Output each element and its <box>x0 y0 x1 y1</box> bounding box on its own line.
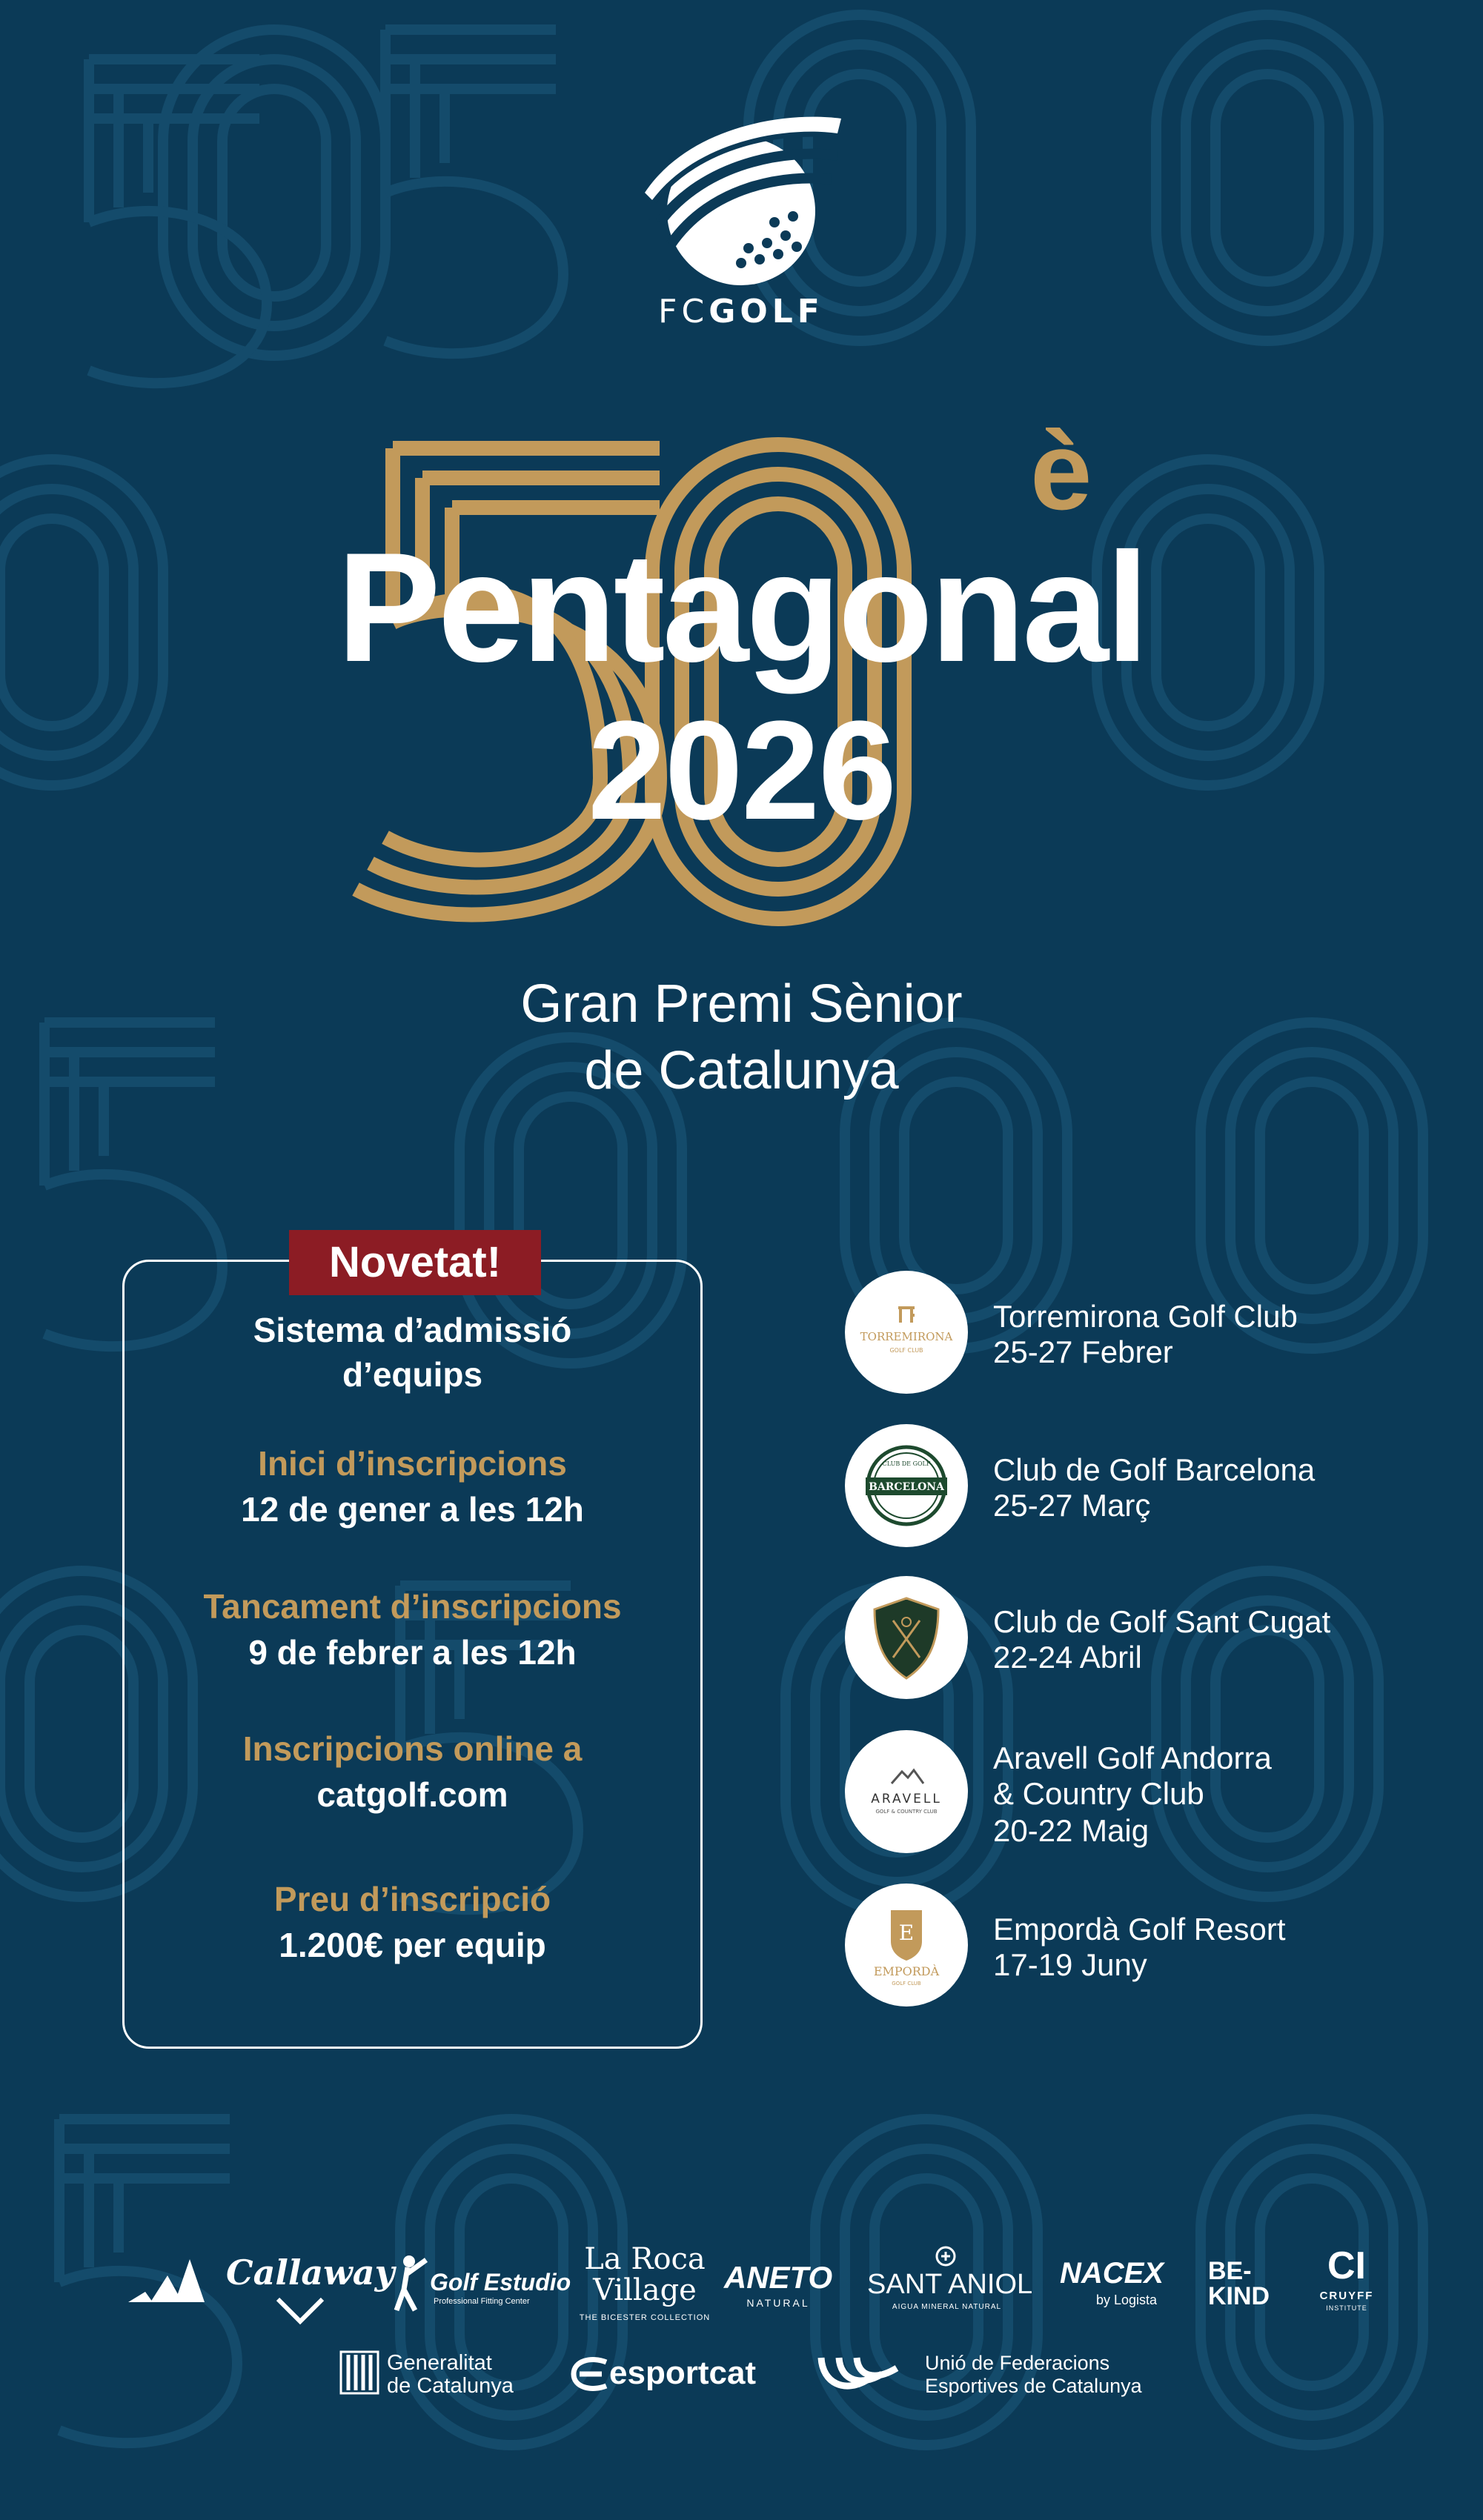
sponsors-bar <box>0 2230 1483 2453</box>
sant-aniol-emblem-icon <box>932 2245 959 2267</box>
online-registration-link[interactable]: catgolf.com <box>316 1775 508 1814</box>
venue-name: Club de Golf Barcelona <box>993 1452 1316 1487</box>
logo-text-light: FC <box>658 293 709 330</box>
ufec-emblem-icon <box>815 2350 912 2395</box>
ordinal-suffix: è <box>1030 408 1092 533</box>
title-pentagonal: Pentagonal <box>336 520 1147 694</box>
venue-item <box>845 1424 1453 1550</box>
aneto-logo: ANETO <box>723 2260 833 2295</box>
fcgolf-logo <box>637 111 845 333</box>
logo-text-bold: GOLF <box>709 293 824 330</box>
venue-name: Aravell Golf Andorra <box>993 1741 1272 1775</box>
venue-name: Empordà Golf Resort <box>993 1912 1286 1946</box>
venue-item <box>845 1884 1453 2009</box>
generalitat-flag-icon <box>339 2350 379 2395</box>
esportcat-icon <box>569 2356 609 2392</box>
ufec-logo <box>925 2352 1142 2398</box>
torremirona-logo <box>845 1271 968 1394</box>
venue-dates: 22-24 Abril <box>993 1640 1142 1675</box>
golf-estudio-logo: Golf Estudio <box>430 2269 571 2295</box>
pattern-zero <box>1156 15 1379 341</box>
admission-system-line-1: Sistema d’admissió <box>253 1311 572 1349</box>
emporda-logo-text: EMPORDÀ <box>873 1964 940 1978</box>
fcgolf-wordmark <box>637 293 845 330</box>
price-label: Preu d’inscripció <box>273 1880 551 1918</box>
la-roca-tagline: THE BICESTER COLLECTION <box>579 2313 711 2322</box>
aravell-logo-sub: GOLF & COUNTRY CLUB <box>875 1809 938 1815</box>
venue-dates: 17-19 Juny <box>993 1947 1147 1982</box>
golfer-icon <box>385 2253 430 2312</box>
nacex-logo: NACEX <box>1059 2257 1164 2290</box>
pattern-zero <box>163 30 385 356</box>
be-kind-line-2: KIND <box>1208 2282 1270 2310</box>
generalitat-logo <box>387 2352 514 2398</box>
sant-cugat-logo <box>845 1576 968 1699</box>
venue-dates: 20-22 Maig <box>993 1813 1149 1848</box>
callaway-chevron-icon <box>274 2295 326 2325</box>
title-year: 2026 <box>588 692 895 849</box>
barcelona-logo <box>845 1424 968 1547</box>
venue-dates: 25-27 Març <box>993 1488 1151 1523</box>
sant-aniol-tagline: AIGUA MINERAL NATURAL <box>892 2303 1002 2311</box>
cruyff-logo: CRUYFF <box>1319 2290 1374 2302</box>
venue-name: Torremirona Golf Club <box>993 1299 1298 1334</box>
registration-start-value: 12 de gener a les 12h <box>241 1490 584 1529</box>
emporda-logo <box>845 1884 968 2007</box>
venue-dates: 25-27 Febrer <box>993 1334 1173 1369</box>
venue-item <box>845 1576 1453 1702</box>
torremirona-tower-icon <box>845 1271 968 1394</box>
barcelona-logo-sub: CLUB DE GOLF <box>882 1460 931 1467</box>
svg-text:E: E <box>898 1921 915 1945</box>
subtitle-line-2: de Catalunya <box>584 1041 899 1100</box>
venue-item <box>845 1730 1453 1856</box>
subtitle-line-1: Gran Premi Sènior <box>520 974 963 1034</box>
barcelona-crest-icon <box>845 1424 968 1547</box>
subtitle <box>0 971 1483 1104</box>
venue-name-line-2: & Country Club <box>993 1776 1204 1811</box>
esportcat-logo: esportcat <box>609 2355 757 2391</box>
generalitat-line-1: Generalitat <box>387 2351 492 2375</box>
ufec-line-2: Esportives de Catalunya <box>925 2375 1142 2397</box>
la-roca-village-logo <box>571 2244 719 2306</box>
emporda-crest-icon <box>845 1884 968 2007</box>
online-registration-label: Inscripcions online a <box>242 1729 583 1768</box>
admission-system-line-2: d’equips <box>342 1355 483 1394</box>
aravell-logo-text: ARAVELL <box>871 1792 942 1806</box>
adidas-logo-icon <box>125 2256 206 2308</box>
golf-estudio-tagline: Professional Fitting Center <box>434 2297 530 2306</box>
la-roca-line-2: Village <box>593 2273 697 2307</box>
torremirona-logo-text: TORREMIRONA <box>860 1330 953 1343</box>
torremirona-logo-sub: GOLF CLUB <box>889 1347 923 1354</box>
cruyff-mark: CI <box>1327 2244 1366 2287</box>
aravell-logo <box>845 1730 968 1853</box>
callaway-logo: Callaway <box>226 2253 395 2293</box>
pattern-five <box>385 30 563 353</box>
barcelona-logo-text: BARCELONA <box>869 1481 944 1493</box>
generalitat-line-2: de Catalunya <box>387 2374 514 2398</box>
aneto-tagline: NATURAL <box>746 2297 810 2309</box>
venue-name: Club de Golf Sant Cugat <box>993 1604 1331 1639</box>
aravell-mountain-icon <box>845 1730 968 1853</box>
golf-ball-icon <box>637 111 845 289</box>
nacex-tagline: by Logista <box>1095 2293 1158 2307</box>
price-value: 1.200€ per equip <box>279 1926 546 1964</box>
emporda-logo-sub: GOLF CLUB <box>892 1981 921 1987</box>
cruyff-tagline: INSTITUTE <box>1326 2304 1367 2312</box>
sant-cugat-shield-icon <box>845 1576 968 1699</box>
registration-close-value: 9 de febrer a les 12h <box>248 1633 577 1672</box>
sant-aniol-logo: SANT ANIOL <box>867 2269 1033 2300</box>
novetat-badge: Novetat! <box>289 1230 541 1295</box>
ufec-line-1: Unió de Federacions <box>925 2352 1110 2374</box>
registration-close-label: Tancament d’inscripcions <box>203 1587 622 1626</box>
la-roca-line-1: La Roca <box>584 2242 706 2276</box>
be-kind-line-1: BE- <box>1208 2257 1252 2285</box>
registration-start-label: Inici d’inscripcions <box>258 1444 567 1483</box>
venue-item <box>845 1271 1453 1397</box>
be-kind-logo <box>1208 2258 1282 2309</box>
